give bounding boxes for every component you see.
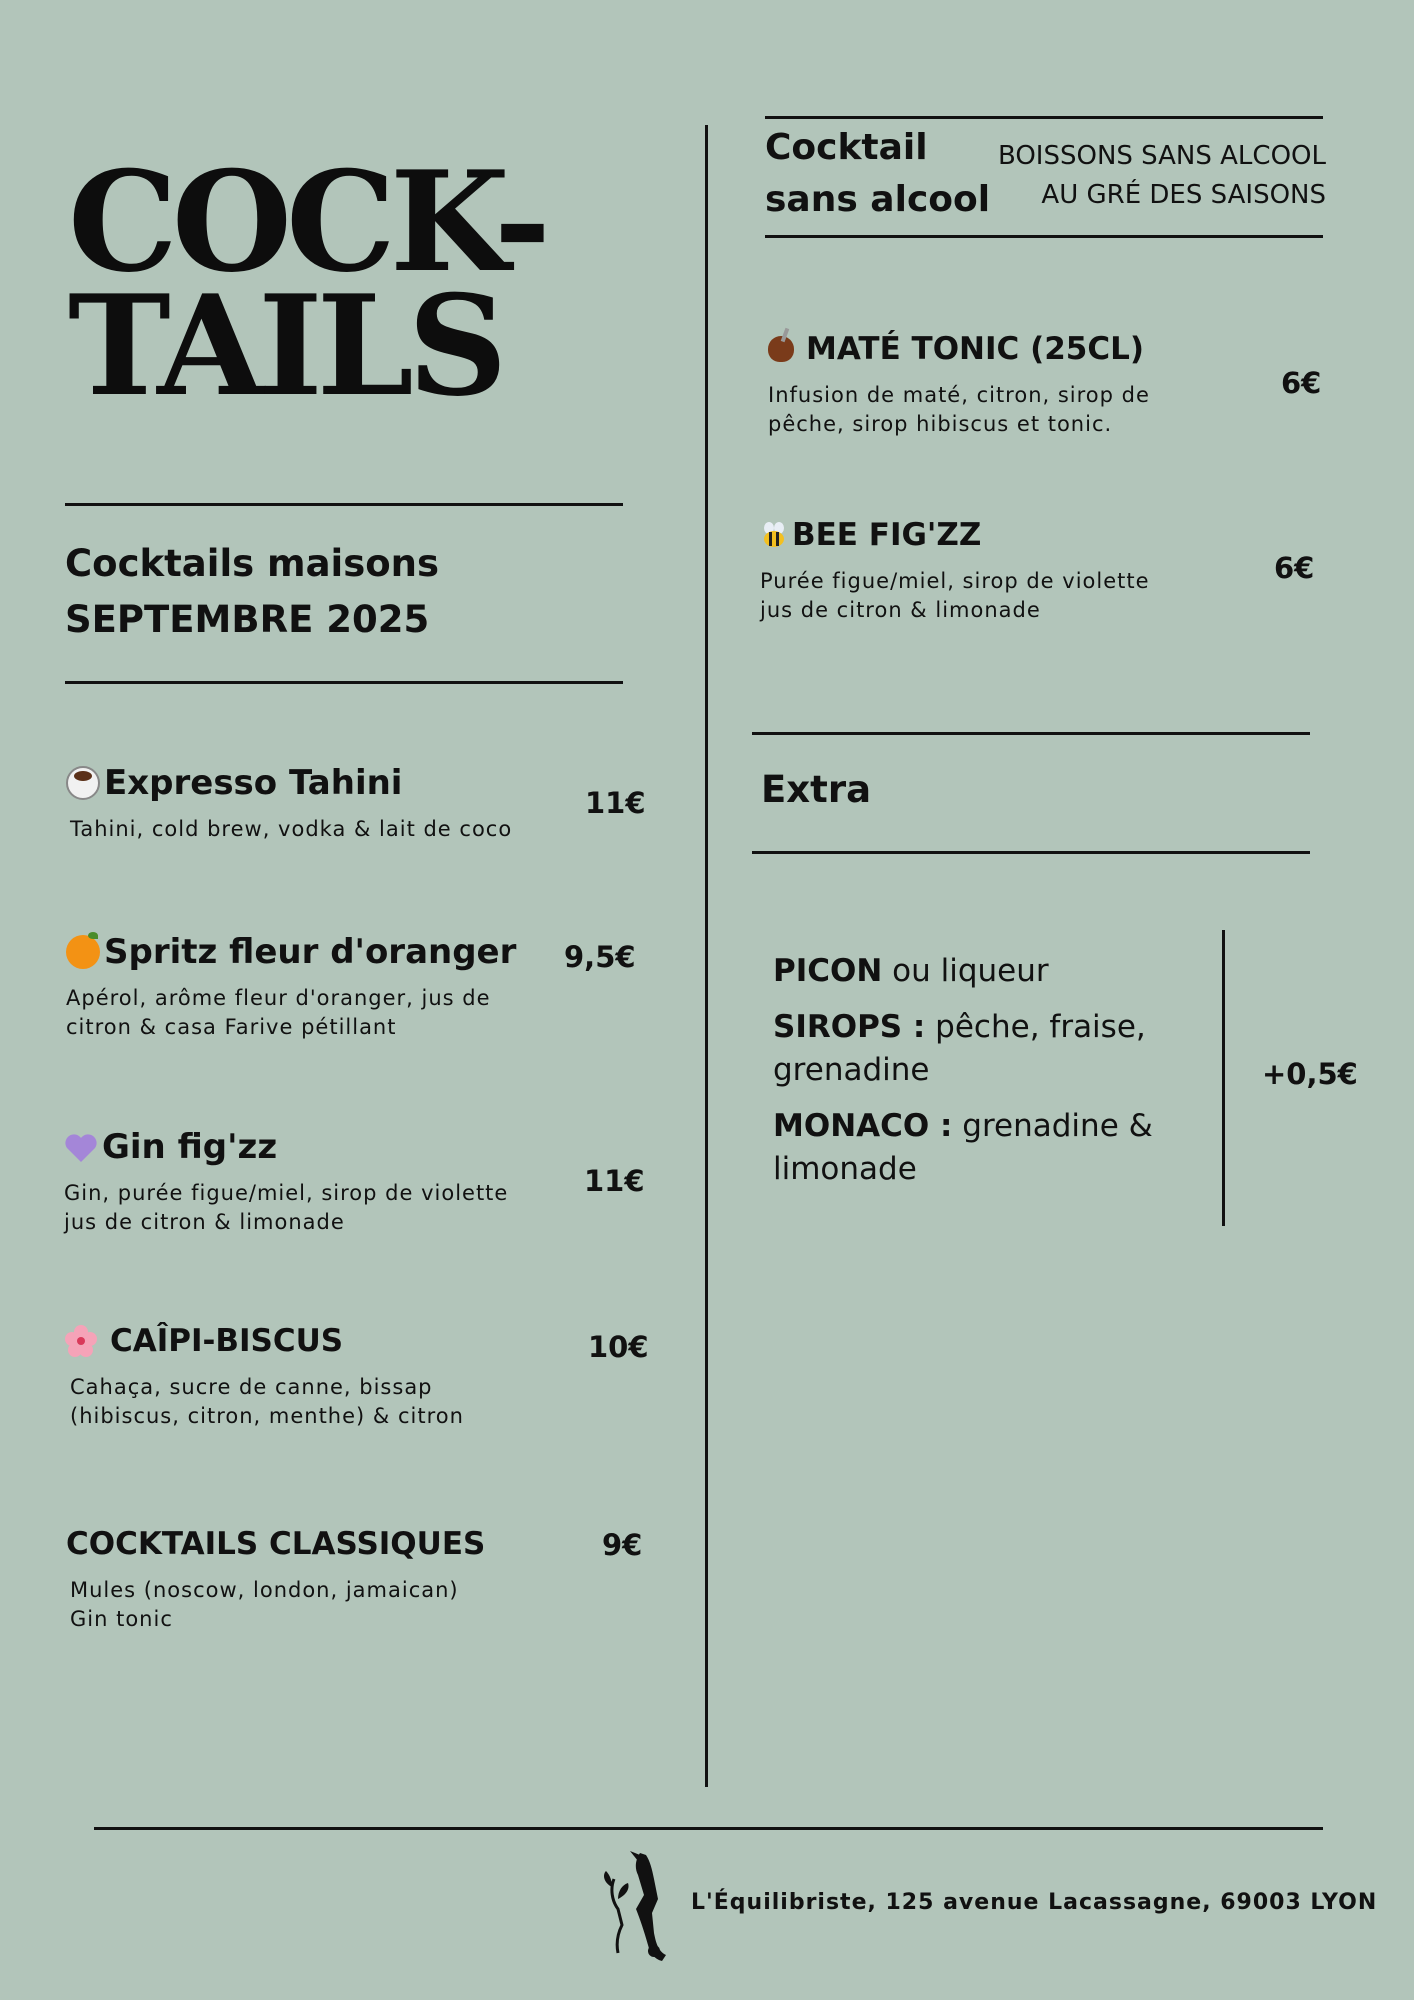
bee-icon [760, 521, 788, 549]
item-price: 9,5€ [564, 940, 636, 974]
extra-monaco [773, 1105, 1203, 1191]
mate-icon [768, 336, 794, 362]
divider [65, 681, 623, 684]
acrobat-logo [600, 1849, 672, 1965]
menu-item-mate-tonic [768, 331, 1150, 439]
heading-line1: Cocktails maisons [65, 542, 440, 585]
extra-list [773, 950, 1203, 1191]
menu-item-bee-figzz [760, 517, 1150, 625]
menu-title-line1: COCK- [68, 140, 546, 303]
item-name: COCKTAILS CLASSIQUES [66, 1526, 486, 1562]
heading-line2: SEPTEMBRE 2025 [65, 598, 430, 641]
item-desc: Tahini, cold brew, vodka & lait de coco [70, 817, 513, 841]
house-cocktails-heading [65, 536, 439, 648]
menu-item-expresso-tahini [66, 763, 512, 844]
extra-text: grenadine & limonade [773, 1108, 1153, 1187]
item-name: MATÉ TONIC (25CL) [806, 331, 1145, 367]
item-desc: Mules (noscow, london, jamaican) Gin tonic [70, 1578, 459, 1631]
menu-item-spritz [66, 932, 516, 1042]
subheading-line1: BOISSONS SANS ALCOOL [997, 141, 1326, 171]
item-desc: Infusion de maté, citron, sirop de pêche, sirop hibiscus et tonic. [768, 383, 1150, 436]
menu-title [68, 140, 588, 427]
item-price: 6€ [1274, 551, 1315, 585]
item-desc: Apérol, arôme fleur d'oranger, jus de citron & casa Farive pétillant [66, 986, 491, 1039]
heading-line1: Cocktail [765, 127, 928, 168]
extra-sirops [773, 1006, 1203, 1092]
menu-title-line2: TAILS [68, 264, 502, 427]
item-price: 6€ [1281, 366, 1322, 400]
item-price: 11€ [584, 1164, 645, 1198]
heading-line2: sans alcool [765, 179, 991, 220]
item-price: 10€ [588, 1330, 649, 1364]
non-alcoholic-heading [765, 122, 990, 226]
column-divider [705, 125, 708, 1787]
menu-item-caipi-biscus [64, 1323, 464, 1431]
divider [765, 235, 1323, 238]
item-name-row [64, 1127, 508, 1167]
item-name-row [768, 331, 1150, 367]
item-name-row [64, 1323, 464, 1359]
item-desc: Purée figue/miel, sirop de violette jus de citron & limonade [760, 569, 1150, 622]
extra-heading: Extra [761, 768, 872, 811]
item-name-row [760, 517, 1150, 553]
non-alcoholic-subheading [998, 137, 1326, 215]
extra-divider [1222, 930, 1225, 1226]
extra-picon [773, 950, 1203, 993]
footer-address: L'Équilibriste, 125 avenue Lacassagne, 69003 LYON [691, 1890, 1378, 1915]
divider [752, 851, 1310, 854]
divider [752, 732, 1310, 735]
extra-label: SIROPS : [773, 1009, 926, 1045]
extra-label: MONACO : [773, 1108, 953, 1144]
item-desc: Gin, purée figue/miel, sirop de violette jus de citron & limonade [64, 1181, 509, 1234]
item-name: BEE FIG'ZZ [792, 517, 982, 553]
extra-text: pêche, fraise, grenadine [773, 1009, 1146, 1088]
item-desc: Cahaça, sucre de canne, bissap (hibiscus, citron, menthe) & citron [70, 1375, 464, 1428]
item-name-row [66, 763, 512, 803]
item-name: CAÎPI-BISCUS [110, 1323, 344, 1359]
menu-item-classic-cocktails [66, 1526, 485, 1634]
purple-heart-icon [64, 1132, 98, 1162]
hibiscus-icon [64, 1324, 98, 1358]
extra-label: PICON [773, 953, 883, 989]
footer-divider [94, 1827, 1323, 1830]
coffee-icon [66, 766, 100, 800]
divider [65, 503, 623, 506]
item-price: 11€ [585, 786, 646, 820]
item-name: Spritz fleur d'oranger [104, 932, 517, 972]
menu-item-gin-figzz [64, 1127, 508, 1237]
orange-icon [66, 935, 100, 969]
extra-price: +0,5€ [1262, 1057, 1358, 1091]
item-name: Expresso Tahini [104, 763, 403, 803]
item-name: Gin fig'zz [102, 1127, 278, 1167]
item-price: 9€ [602, 1528, 643, 1562]
subheading-line2: AU GRÉ DES SAISONS [1041, 180, 1326, 210]
divider [765, 116, 1323, 119]
item-name-row [66, 932, 516, 972]
extra-text: ou liqueur [882, 953, 1049, 989]
